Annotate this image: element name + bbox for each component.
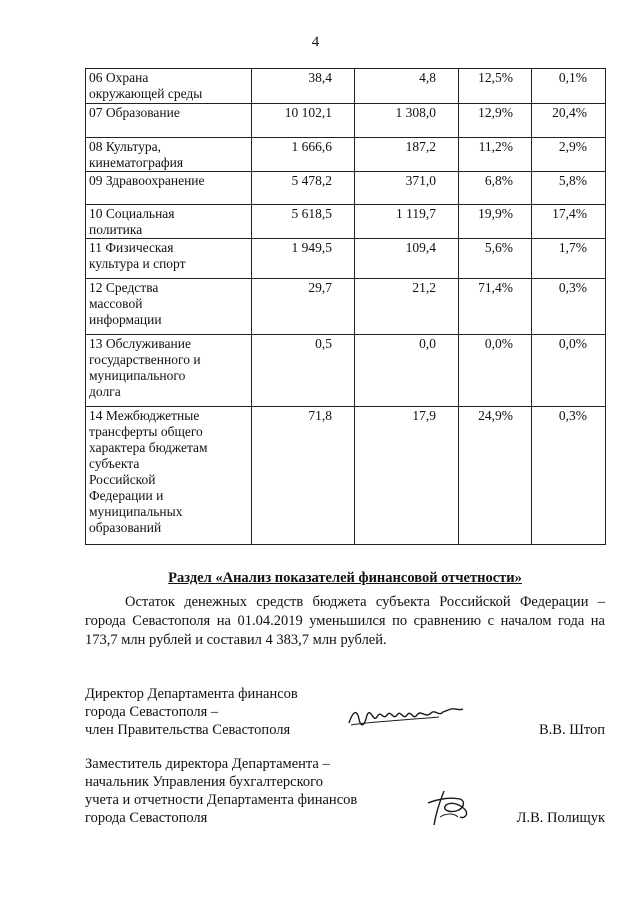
budget-table (85, 68, 606, 545)
deputy-position: Заместитель директора Департамента – начальник Управления бухгалтерского учета и отчетности Департамента финансов города Севастополя (85, 756, 358, 826)
row-percent-1-cell: 12,5% (459, 69, 532, 104)
row-name-cell: 10 Социальная политика (86, 205, 252, 239)
table-row (86, 239, 606, 279)
row-value-2-cell: 1 119,7 (355, 205, 459, 239)
row-value-1-cell: 0,5 (252, 335, 355, 407)
row-value-1-cell: 29,7 (252, 279, 355, 335)
row-value-1-cell: 10 102,1 (252, 104, 355, 138)
table-row (86, 205, 606, 239)
row-value-2-cell: 4,8 (355, 69, 459, 104)
row-percent-2-cell: 0,0% (532, 335, 606, 407)
signature-block-director (85, 685, 605, 739)
deputy-signature (420, 783, 480, 831)
row-value-1-cell: 38,4 (252, 69, 355, 104)
section-title: Раздел «Анализ показателей финансовой отчетности» (168, 570, 522, 586)
row-percent-2-cell: 0,1% (532, 69, 606, 104)
row-value-2-cell: 187,2 (355, 138, 459, 172)
table-row (86, 69, 606, 104)
row-percent-1-cell: 5,6% (459, 239, 532, 279)
deputy-name: Л.В. Полищук (516, 810, 605, 826)
row-percent-1-cell: 12,9% (459, 104, 532, 138)
row-value-2-cell: 109,4 (355, 239, 459, 279)
row-percent-2-cell: 0,3% (532, 279, 606, 335)
table-row (86, 335, 606, 407)
row-value-1-cell: 1 949,5 (252, 239, 355, 279)
director-name: В.В. Штоп (538, 722, 605, 738)
row-name-cell: 11 Физическая культура и спорт (86, 239, 252, 279)
row-value-2-cell: 0,0 (355, 335, 459, 407)
row-value-2-cell: 17,9 (355, 407, 459, 545)
row-value-1-cell: 5 478,2 (252, 172, 355, 205)
row-value-2-cell: 371,0 (355, 172, 459, 205)
row-percent-1-cell: 0,0% (459, 335, 532, 407)
row-value-1-cell: 1 666,6 (252, 138, 355, 172)
row-value-1-cell: 5 618,5 (252, 205, 355, 239)
row-value-1-cell: 71,8 (252, 407, 355, 545)
row-value-2-cell: 21,2 (355, 279, 459, 335)
table-row (86, 407, 606, 545)
row-percent-1-cell: 19,9% (459, 205, 532, 239)
row-name-cell: 08 Культура, кинематография (86, 138, 252, 172)
row-name-cell: 09 Здравоохранение (86, 172, 252, 205)
row-percent-2-cell: 20,4% (532, 104, 606, 138)
director-signature (347, 703, 467, 729)
row-name-cell: 12 Средства массовой информации (86, 279, 252, 335)
table-row (86, 104, 606, 138)
balance-paragraph: Остаток денежных средств бюджета субъекта Российской Федерации – города Севастополя на 01.04.2019 уменьшился по сравнению с началом года на 173,7 млн рублей и составил 4 383,7 млн рублей. (85, 594, 605, 648)
row-name-cell: 07 Образование (86, 104, 252, 138)
row-value-2-cell: 1 308,0 (355, 104, 459, 138)
row-percent-2-cell: 0,3% (532, 407, 606, 545)
row-percent-1-cell: 71,4% (459, 279, 532, 335)
row-percent-1-cell: 11,2% (459, 138, 532, 172)
table-row (86, 172, 606, 205)
table-row (86, 279, 606, 335)
row-percent-2-cell: 1,7% (532, 239, 606, 279)
row-percent-1-cell: 24,9% (459, 407, 532, 545)
row-percent-2-cell: 2,9% (532, 138, 606, 172)
budget-table-body (86, 69, 606, 545)
director-position: Директор Департамента финансов города Севастополя – член Правительства Севастополя (85, 686, 298, 738)
page-number: 4 (311, 34, 320, 50)
row-name-cell: 06 Охрана окружающей среды (86, 69, 252, 104)
row-name-cell: 14 Межбюджетные трансферты общего характера бюджетам субъекта Российской Федерации и муниципальных образований (86, 407, 252, 545)
row-percent-2-cell: 5,8% (532, 172, 606, 205)
signature-block-deputy (85, 755, 605, 827)
row-percent-1-cell: 6,8% (459, 172, 532, 205)
row-percent-2-cell: 17,4% (532, 205, 606, 239)
row-name-cell: 13 Обслуживание государственного и муниципального долга (86, 335, 252, 407)
table-row (86, 138, 606, 172)
